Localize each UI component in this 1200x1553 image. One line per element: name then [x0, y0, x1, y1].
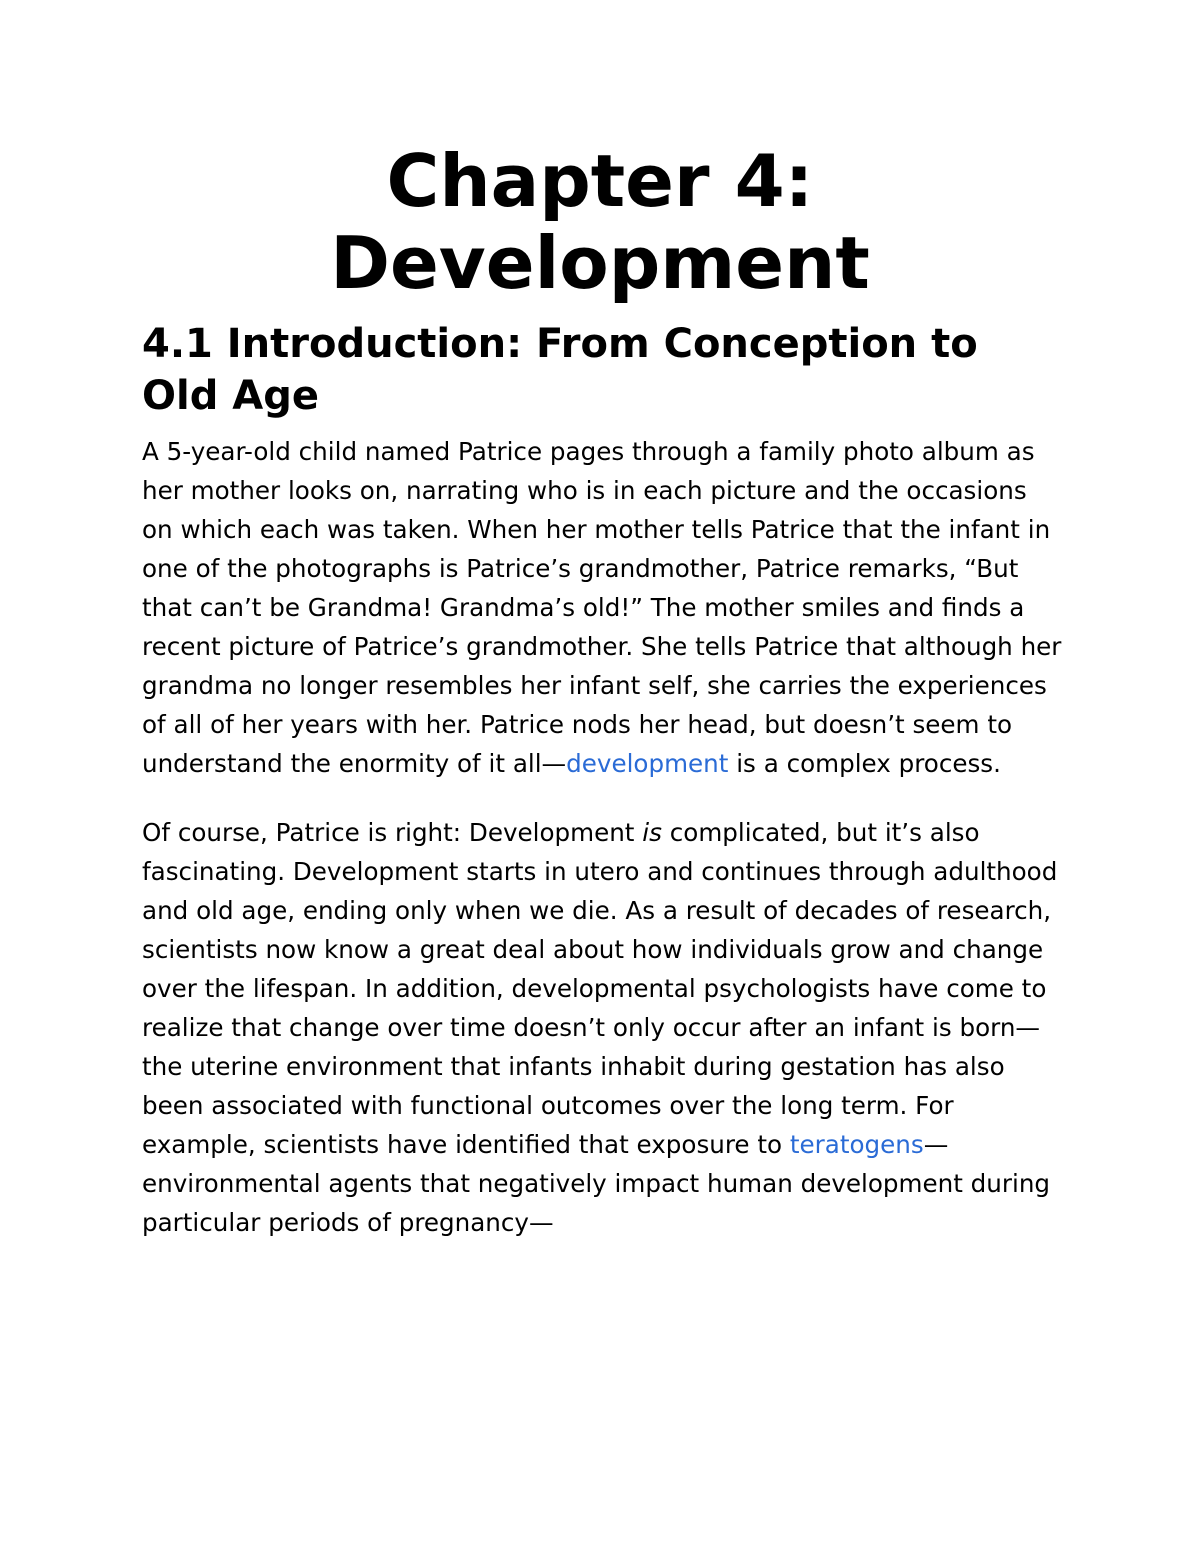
- chapter-title-line1: Chapter 4:: [386, 139, 814, 223]
- chapter-title: [140, 140, 1060, 304]
- chapter-title-line2: Development: [330, 221, 870, 305]
- section-heading: 4.1 Introduction: From Conception to Old Age: [142, 321, 978, 419]
- paragraph-development: [142, 813, 1062, 1242]
- paragraph-development-text-end: —environmental agents that negatively impact human development during particular periods of pregnancy—: [142, 1130, 1051, 1237]
- paragraph-intro: [142, 432, 1062, 783]
- paragraph-intro-text: A 5-year-old child named Patrice pages through a family photo album as her mother looks on, narrating who is in each picture and the occasions on which each was taken. When her mother tells Patrice that the infant in one of the photographs is Patrice’s grandmother, Patrice remarks, “But that can’t be Grandma! Grandma’s old!” The mother smiles and finds a recent picture of Patrice’s grandmother. She tells Patrice that although her grandma no longer resembles her infant self, she carries the experiences of all of her years with her. Patrice nods her head, but doesn’t seem to understand the enormity of it all—: [142, 437, 1062, 778]
- paragraph-intro-text-end: is a complex process.: [728, 749, 1001, 778]
- paragraph-development-text-mid: complicated, but it’s also fascinating. Development starts in utero and continues through adulthood and old age, ending only when we die. As a result of decades of research, scientists now know a great deal about how individuals grow and change over the lifespan. In addition, developmental psychologists have come to realize that change over time doesn’t only occur after an infant is born—the uterine environment that infants inhabit during gestation has also been associated with functional outcomes over the long term. For example, scientists have identified that exposure to: [142, 818, 1058, 1159]
- teratogens-link[interactable]: teratogens: [789, 1130, 924, 1159]
- document-page: [142, 140, 1062, 1242]
- emphasis-is: is: [642, 818, 662, 847]
- development-link[interactable]: development: [566, 749, 729, 778]
- paragraph-development-text: Of course, Patrice is right: Development: [142, 818, 643, 847]
